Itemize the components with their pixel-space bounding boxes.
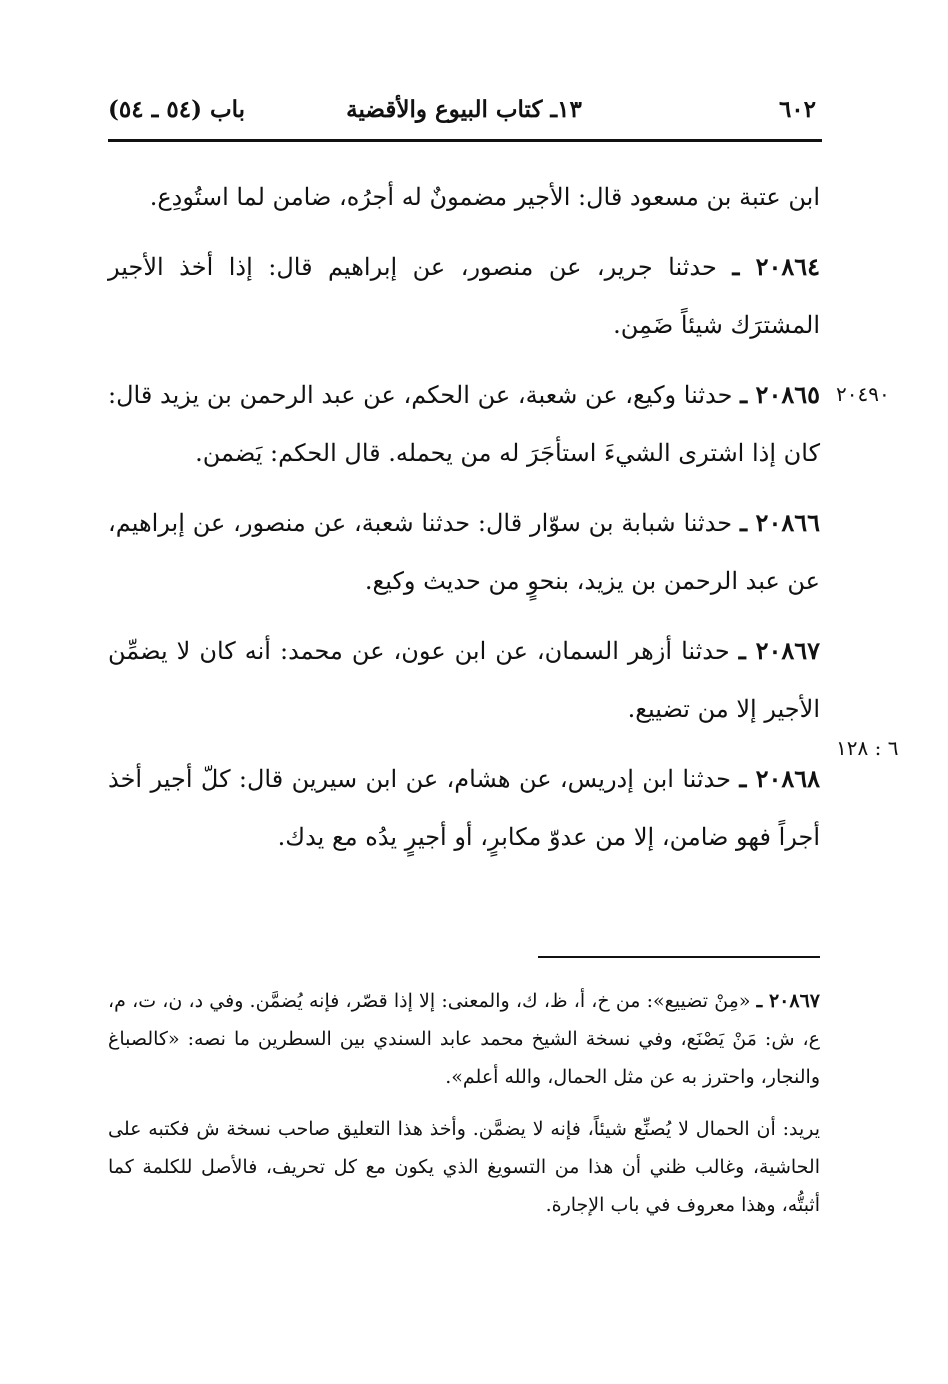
main-text	[108, 168, 820, 878]
hadith-20864	[108, 238, 820, 354]
hadith-20867	[108, 622, 820, 738]
hadith-number: ٢٠٨٦٦ ـ	[739, 508, 820, 537]
margin-reference: ٦ : ١٢٨	[836, 736, 899, 760]
footnote	[108, 982, 820, 1096]
footnotes	[108, 982, 820, 1238]
footnote	[108, 1110, 820, 1224]
hadith-number: ٢٠٨٦٤ ـ	[732, 252, 821, 281]
header-rule	[108, 139, 822, 142]
chapter-label: باب (٥٤ ـ ٥٤)	[108, 96, 246, 123]
footnote-number: ٢٠٨٦٧ ـ	[756, 990, 820, 1012]
book-title: ١٣ـ كتاب البيوع والأقضية	[346, 96, 582, 123]
hadith-20868	[108, 750, 820, 866]
footnote-divider	[538, 956, 820, 958]
paragraph-text: حدثنا ابن إدريس، عن هشام، عن ابن سيرين قال: كلّ أجير أخذ أجراً فهو ضامن، إلا من عدوّ مكابرٍ، أو أجيرٍ يدُه مع يدك.	[108, 765, 820, 851]
hadith-number: ٢٠٨٦٧ ـ	[738, 636, 821, 665]
paragraph-continuation	[108, 168, 820, 226]
hadith-number: ٢٠٨٦٨ ـ	[739, 764, 821, 793]
hadith-20865	[108, 366, 820, 482]
running-header	[108, 92, 820, 138]
footnote-text: «مِنْ تضييع»: من خ، أ، ظ، ك، والمعنى: إلا إذا قصّر، فإنه يُضمَّن. وفي د، ن، ت، م، ع، ش: مَنْ يَصْنَع، وفي نسخة الشيخ محمد عابد السندي بين السطرين ما نصه: «كالصباغ والنجار، واحترز به عن مثل الحمال، والله أعلم».	[108, 990, 820, 1088]
paragraph-text: حدثنا وكيع، عن شعبة، عن الحكم، عن عبد الرحمن بن يزيد قال: كان إذا اشترى الشيءَ استأجَرَ له من يحمله. قال الحكم: يَضمن.	[108, 381, 820, 467]
paragraph-text: حدثنا أزهر السمان، عن ابن عون، عن محمد: أنه كان لا يضمِّن الأجير إلا من تضييع.	[108, 637, 820, 723]
paragraph-text: ابن عتبة بن مسعود قال: الأجير مضمونٌ له أجرُه، ضامن لما استُودِع.	[149, 183, 820, 211]
hadith-20866	[108, 494, 820, 610]
page-number: ٦٠٢	[778, 96, 816, 123]
hadith-number: ٢٠٨٦٥ ـ	[740, 380, 820, 409]
footnote-text: يريد: أن الحمال لا يُصنِّع شيئاً، فإنه لا يضمَّن. وأخذ هذا التعليق صاحب نسخة ش فكتبه على الحاشية، وغالب ظني أن هذا من التسويغ الذي يكون مع كل تحريف، فالأصل للكلمة كما أثبتُّه، وهذا معروف في باب الإجارة.	[108, 1118, 820, 1216]
paragraph-text: حدثنا جرير، عن منصور، عن إبراهيم قال: إذا أخذ الأجير المشترَك شيئاً ضَمِن.	[108, 253, 820, 339]
margin-reference: ٢٠٤٩٠	[836, 382, 890, 406]
paragraph-text: حدثنا شبابة بن سوّار قال: حدثنا شعبة، عن منصور، عن إبراهيم، عن عبد الرحمن بن يزيد، بنحوٍ من حديث وكيع.	[108, 509, 820, 595]
